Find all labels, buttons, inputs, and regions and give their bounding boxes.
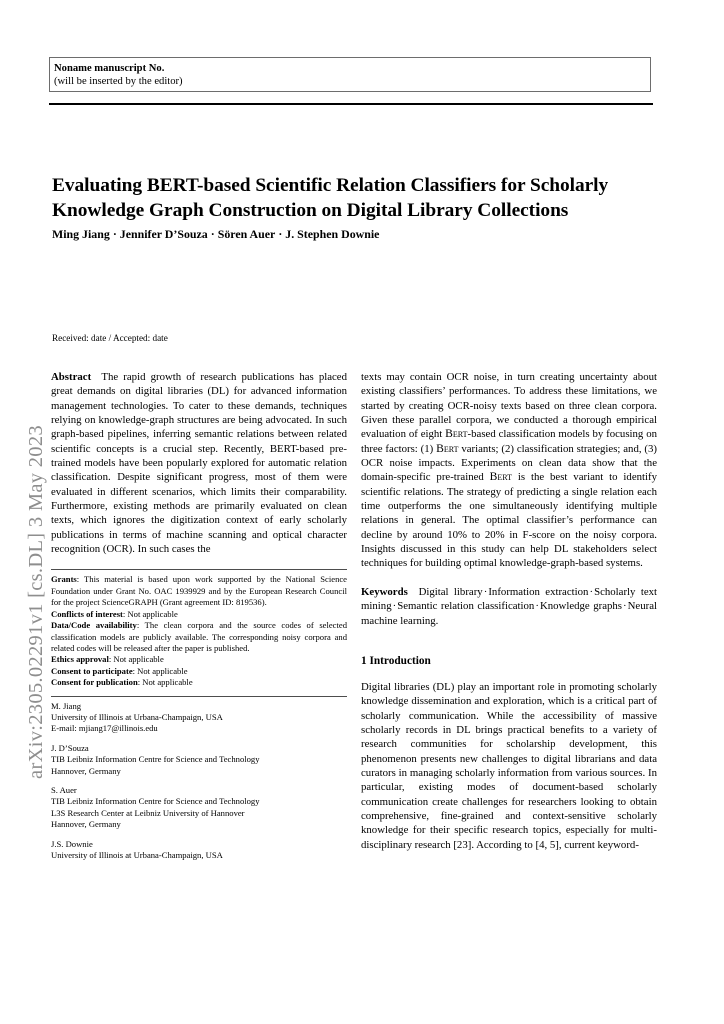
footnote-consent-participate-label: Consent to participate [51,665,133,676]
section-heading-introduction: 1 Introduction [361,654,431,667]
footnote-consent-participate [51,666,347,677]
footnote-data-availability [51,620,347,654]
affiliation-name: J.S. Downie [51,838,93,849]
footnote-consent-publication-label: Consent for publication [51,677,138,688]
author-separator: · [278,227,283,241]
abstract-text-c: variants; (2) classification strategies; and, (3) OCR noise impacts. Experiments on clean data show that the domain-specific pre-trained [361,442,657,484]
author-name: Ming Jiang [52,227,110,241]
author-separator: · [210,227,215,241]
keyword-separator: · [392,600,397,613]
footnote-grants [51,574,347,608]
received-accepted-line: Received: date / Accepted: date [52,333,168,343]
affiliation-name: M. Jiang [51,700,82,711]
author-separator: · [112,227,117,241]
keyword-separator: · [535,600,539,613]
footnote-consent-publication-text: : Not applicable [137,677,193,688]
keyword-separator: · [623,600,627,613]
abstract-text-b: -based classification models by focusing on three factors: (1) [361,428,657,455]
abstract-text-d: is the best variant to identify scientific relations. The strategy of predicting a single relation each time outperforms the one simultaneously identifying multiple relations in general. The optimal classifier’s performance can decline by around 10% to 20% in F-score on the noisy corpora. Insights discussed in this study can help DL stakeholders select techniques for building optimal knowledge-graph-based systems. [361,471,657,570]
footnote-consent-participate-text: : Not applicable [132,665,188,676]
footnote-grants-text: : This material is based upon work supported by the National Science Foundation under Grant No. OAC 1939929 and by the European Research Council for the project ScienceGRAPH (Grant agreement ID: 819536). [51,574,347,608]
affiliation-line: University of Illinois at Urbana-Champaign, USA [51,711,223,722]
footnote-ethics-text: : Not applicable [108,654,164,665]
affiliation-line: L3S Research Center at Leibniz University of Hannover [51,807,245,818]
footnote-data-label: Data/Code availability [51,620,137,631]
header-rule [49,103,653,105]
bert-smallcaps: Bert [489,470,513,484]
keywords-label: Keywords [361,585,408,598]
affiliation-block [51,839,347,862]
bert-smallcaps: Bert [436,441,459,455]
abstract-paragraph [51,370,347,556]
affiliation-line: TIB Leibniz Information Centre for Science and Technology [51,796,260,807]
affiliation-email: E-mail: mjiang17@illinois.edu [51,723,158,734]
bert-smallcaps: Bert [445,427,468,441]
page-title: Evaluating BERT-based Scientific Relation Classifiers for Scholarly Knowledge Graph Construction on Digital Library Collections [52,174,609,221]
affiliation-block [51,743,347,777]
author-name: J. Stephen Downie [285,227,380,241]
affiliation-name: J. D’Souza [51,742,89,753]
keyword-item: Scholarly text mining [361,585,658,613]
affiliation-rule [51,696,347,697]
paper-page [49,0,658,1024]
keyword-item: Digital library [418,585,483,598]
affiliation-name: S. Auer [51,784,77,795]
arxiv-stamp: arXiv:2305.02291v1 [cs.DL] 3 May 2023 [25,425,47,779]
introduction-paragraph: Digital libraries (DL) play an important role in promoting scholarly knowledge dissemination and exploration, which is a critical part of scholarly communication. While the accessibility of massive scholarly records in DL brings practical benefits to a variety of research communities for scholarship development, this phenomenon presents new challenges to digital librarians and data curators in managing scholarly information from various sources. In particular, existing modes of document-based scholarly communication create challenges for researchers looking to obtain comprehensive, fine-grained and context-sensitive scholarly knowledge for their specific research topics, especially for multi-disciplinary research [23]. According to [4, 5], current keyword- [361,680,657,851]
footnote-ethics-label: Ethics approval [51,654,109,665]
keyword-separator: · [589,585,594,598]
footnote-conflicts [51,609,347,620]
footnote-consent-publication [51,677,347,688]
abstract-continuation [361,370,657,571]
abstract-label: Abstract [51,371,92,383]
affiliation-line: Hannover, Germany [51,819,121,830]
footnote-ethics [51,654,347,665]
abstract-text-a: texts may contain OCR noise, in turn creating uncertainty about existing classifiers’ performances. To address these limitations, we started by creating OCR-noisy texts based on three clean corpora. Given these parallel corpora, we conducted a thorough empirical evaluation of eight [361,371,657,441]
footnote-conflicts-label: Conflicts of interest [51,608,123,619]
keyword-item: Knowledge graphs [539,600,622,613]
keyword-item: Information extraction [488,585,589,598]
keyword-item: Neural machine learning. [361,600,657,627]
affiliation-block [51,701,347,735]
keyword-item: Semantic relation classification [397,600,535,613]
footnote-data-text: : The clean corpora and the source codes of selected classification models are publicly available. The corresponding noisy corpora and related codes will be released after the paper is published. [51,620,347,653]
left-column [51,370,347,861]
author-name: Sören Auer [217,227,276,241]
affiliation-line: University of Illinois at Urbana-Champaign, USA [51,850,223,860]
affiliation-block [51,785,347,831]
manuscript-number-box [49,57,651,92]
affiliation-line: Hannover, Germany [51,765,121,776]
keyword-separator: · [483,585,488,598]
footnote-rule [51,569,347,570]
affiliation-line: TIB Leibniz Information Centre for Science and Technology [51,754,260,765]
author-name: Jennifer D’Souza [119,227,208,241]
manuscript-number-placeholder: (will be inserted by the editor) [54,76,183,87]
author-list [52,227,652,242]
keywords-block [361,585,657,628]
right-column [361,370,657,852]
footnote-grants-label: Grants [51,574,77,585]
abstract-text: The rapid growth of research publications has placed great demands on digital libraries (DL) for advanced information management technologies. To cater to these demands, techniques relying on knowledge-graph structures are being advocated. In such graph-based pipelines, inferring semantic relations between related scientific concepts is a crucial step. Recently, BERT-based pre-trained models have been popularly explored for automatic relation classification. Despite significant progress, most of them were evaluated in different scenarios, which limits their comparability. Furthermore, existing methods are primarily evaluated on clean texts, which ignores the digitization context of early scholarly publications in terms of machine scanning and optical character recognition (OCR). In such cases the [51,371,347,556]
manuscript-number-label: Noname manuscript No. [54,63,165,74]
footnote-conflicts-text: : Not applicable [122,608,178,619]
